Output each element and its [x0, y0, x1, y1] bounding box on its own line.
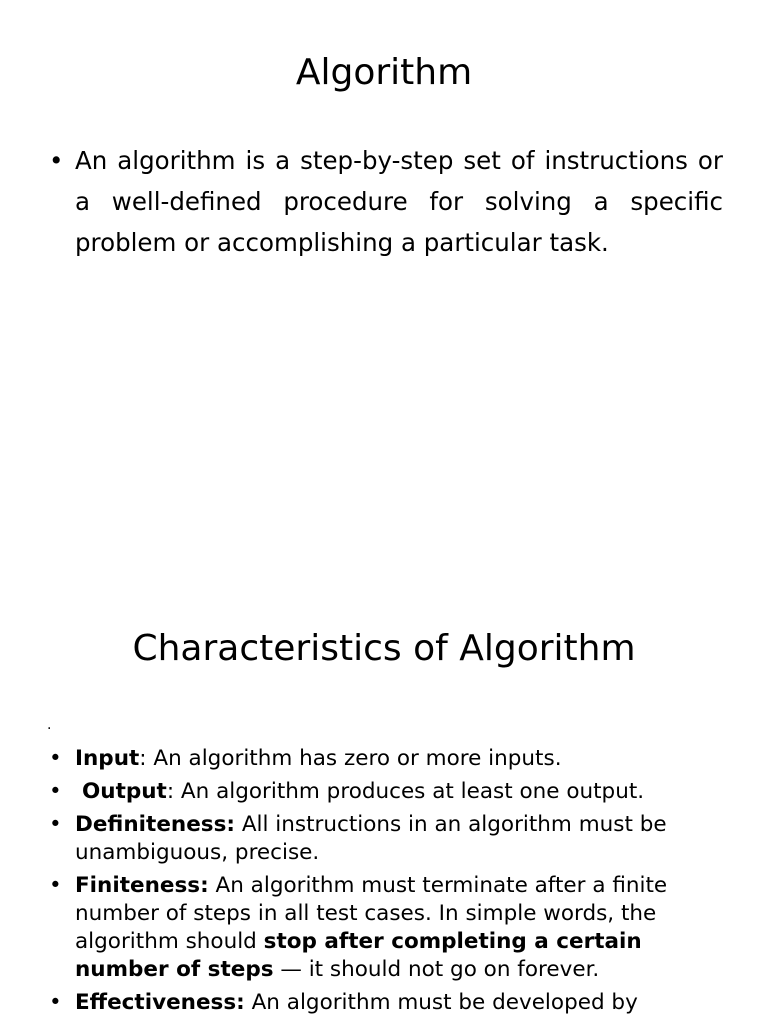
term-label: Output: [82, 779, 167, 804]
list-item-finiteness: [45, 872, 723, 984]
term-description-end: — it should not go on forever.: [273, 957, 600, 982]
list-item-input: [45, 745, 723, 773]
term-emphasis: stop after completing a certain number of steps: [75, 929, 642, 982]
term-label: Input: [75, 746, 140, 771]
bullet-list: [45, 140, 723, 263]
term-description: : An algorithm has zero or more inputs.: [139, 746, 562, 771]
term-description: An algorithm must terminate after a finite number of steps in all test cases. In simple words, the algorithm should: [75, 873, 668, 954]
list-item-definiteness: [45, 811, 723, 867]
list-item-output: [45, 778, 723, 806]
slide-title: Characteristics of Algorithm: [132, 628, 636, 669]
bullet-item-definition: • An algorithm is a step-by-step set of instructions or a well-defined procedure for solving a specific problem or accomplishing a particular task.: [45, 140, 723, 263]
term-description: : An algorithm produces at least one output.: [166, 779, 645, 804]
term-description: All instructions in an algorithm must be unambiguous, precise.: [75, 812, 667, 865]
term-description: An algorithm must be developed by: [244, 990, 638, 1015]
characteristics-list: [45, 745, 723, 1022]
term-label: Definiteness:: [75, 812, 235, 837]
term-label: Effectiveness:: [75, 990, 245, 1015]
slide-characteristics: [0, 512, 768, 1024]
list-item-effectiveness: [45, 989, 723, 1017]
slide-title: Algorithm: [295, 52, 473, 93]
term-label: Finiteness:: [75, 873, 209, 898]
stray-mark: .: [47, 717, 52, 733]
